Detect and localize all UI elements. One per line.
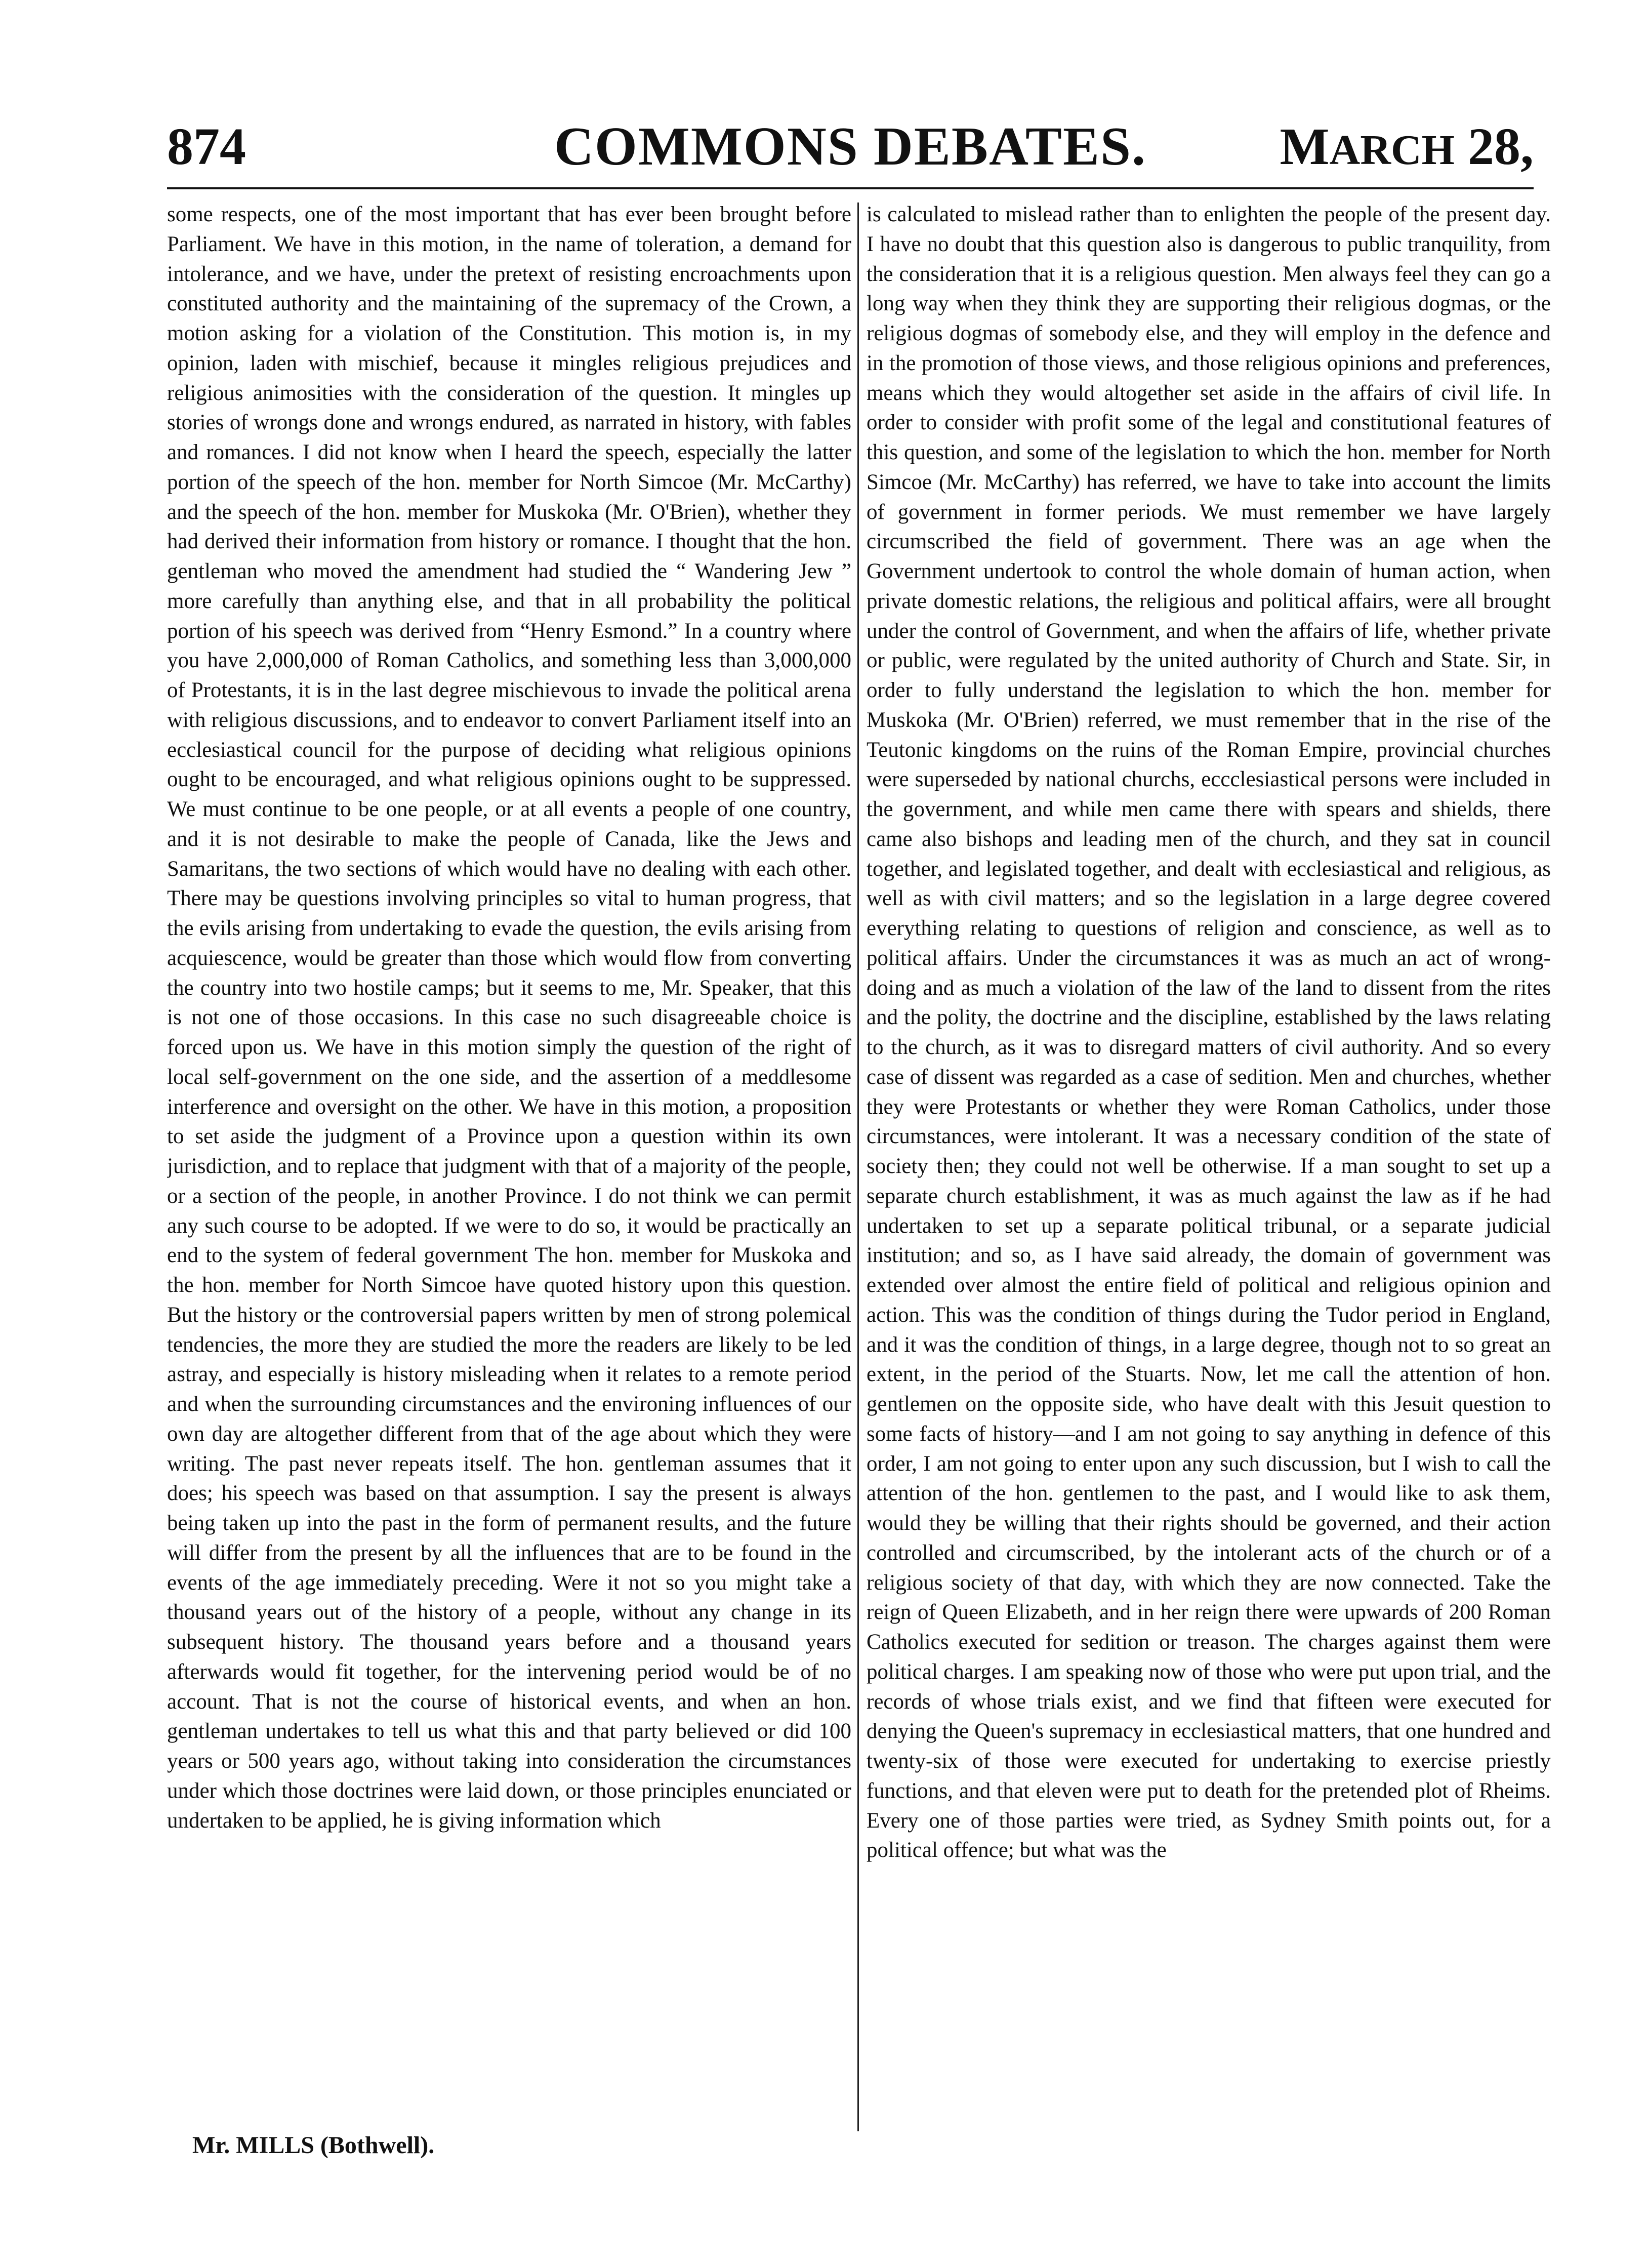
right-column-text: is calculated to mislead rather than to enlighten the people of the present day. I have no doubt that this question also is dangerous to public tranquility, from the consideration that it is a religious question. Men always feel they can go a long way when they think they are supporting their religious dogmas, or the religious dogmas of somebody else, and they will employ in the defence and in the promotion of those views, and those religious opinions and preferences, means which they would altogether set aside in the affairs of civil life. In order to consider with profit some of the legal and constitutional features of this question, and some of the legislation to which the hon. member for North Simcoe (Mr. McCarthy) has referred, we have to take into account the limits of government in former periods. We must remember we have largely circumscribed the field of government. There was an age when the Government undertook to control the whole domain of human action, when private domestic relations, the religious and political affairs, were all brought under the control of Government, and when the affairs of life, whether private or public, were regulated by the united authority of Church and State. Sir, in order to fully understand the legislation to which the hon. member for Muskoka (Mr. O'Brien) referred, we must remember that in the rise of the Teutonic kingdoms on the ruins of the Roman Empire, provincial churches were superseded by national churchs, eccclesiastical persons were included in the government, and while men came there with spears and shields, there came also bishops and leading men of the church, and they sat in council together, and legislated together, and dealt with ecclesiastical and religious, as well as with civil matters; and so the legislation in a large degree covered everything relating to questions of religion and conscience, as well as to political affairs. Under the circumstances it was as much an act of wrong-doing and as much a violation of the law of the land to dissent from the rites and the polity, the doctrine and the discipline, established by the laws relating to the church, as it was to disregard matters of civil authority. And so every case of dissent was regarded as a case of sedition. Men and churches, whether they were Protestants or whether they were Roman Catholics, under those circumstances, were intolerant. It was a necessary condition of the state of society then; they could not well be otherwise. If a man sought to set up a separate church establishment, it was as much against the law as if he had undertaken to set up a separate political tribunal, or a separate judicial institution; and so, as I have said already, the domain of government was extended over almost the entire field of political and religious opinion and action. This was the condition of things during the Tudor period in England, and it was the condition of things, in a large degree, though not to so great an extent, in the period of the Stuarts. Now, let me call the attention of hon. gentlemen on the opposite side, who have dealt with this Jesuit question to some facts of history—and I am not going to say anything in defence of this order, I am not going to enter upon any such discussion, but I wish to call the attention of the hon. gentlemen to the past, and I would like to ask them, would they be willing that their rights should be governed, and their action controlled and circumscribed, by the intolerant acts of the church or of a religious society of that day, with which they are now connected. Take the reign of Queen Elizabeth, and in her reign there were upwards of 200 Roman Catholics executed for sedition or treason. The charges against them were political charges. I am speaking now of those who were put upon trial, and the records of whose trials exist, and we find that fifteen were executed for denying the Queen's supremacy in ecclesiastical matters, that one hundred and twenty-six of those were executed for undertaking to exercise priestly functions, and that eleven were put to death for the pretended plot of Rheims. Every one of those parties were tried, as Sydney Smith points out, for a political offence; but what was the	[867, 202, 1551, 1862]
left-column-text: some respects, one of the most important that has ever been brought before Parliament. We have in this motion, in the name of toleration, a demand for intolerance, and we have, under the pretext of resisting encroachments upon constituted authority and the maintaining of the supremacy of the Crown, a motion asking for a violation of the Constitution. This motion is, in my opinion, laden with mischief, because it mingles religious prejudices and religious animosities with the consideration of the question. It mingles up stories of wrongs done and wrongs endured, as narrated in history, with fables and romances. I did not know when I heard the speech, especially the latter portion of the speech of the hon. member for North Simcoe (Mr. McCarthy) and the speech of the hon. member for Muskoka (Mr. O'Brien), whether they had derived their information from history or romance. I thought that the hon. gentleman who moved the amendment had studied the “ Wandering Jew ” more carefully than anything else, and that in all probability the political portion of his speech was derived from “Henry Esmond.” In a country where you have 2,000,000 of Roman Catholics, and something less than 3,000,000 of Protestants, it is in the last degree mischievous to invade the political arena with religious discussions, and to endeavor to convert Parliament itself into an ecclesiastical council for the purpose of deciding what religious opinions ought to be encouraged, and what religious opinions ought to be suppressed. We must continue to be one people, or at all events a people of one country, and it is not desirable to make the people of Canada, like the Jews and Samaritans, the two sections of which would have no dealing with each other. There may be questions involving principles so vital to human progress, that the evils arising from undertaking to evade the question, the evils arising from acquiescence, would be greater than those which would flow from converting the country into two hostile camps; but it seems to me, Mr. Speaker, that this is not one of those occasions. In this case no such disagreeable choice is forced upon us. We have in this motion simply the question of the right of local self-government on the one side, and the assertion of a meddlesome interference and oversight on the other. We have in this motion, a proposition to set aside the judgment of a Province upon a question within its own jurisdiction, and to replace that judgment with that of a majority of the people, or a section of the people, in another Province. I do not think we can permit any such course to be adopted. If we were to do so, it would be practically an end to the system of federal government The hon. member for Muskoka and the hon. member for North Simcoe have quoted history upon this question. But the history or the controversial papers written by men of strong polemical tendencies, the more they are studied the more the readers are likely to be led astray, and especially is history misleading when it relates to a remote period and when the surrounding circumstances and the environing influences of our own day are altogether different from that of the age about which they were writing. The past never repeats itself. The hon. gentleman assumes that it does; his speech was based on that assumption. I say the present is always being taken up into the past in the form of permanent results, and the future will differ from the present by all the influences that are to be found in the events of the age immediately preceding. Were it not so you might take a thousand years out of the history of a people, without any change in its subsequent history. The thousand years before and a thousand years afterwards would fit together, for the intervening period would be of no account. That is not the course of historical events, and when an hon. gentleman undertakes to tell us what this and that party believed or did 100 years or 500 years ago, without taking into consideration the circumstances under which those doctrines were laid down, or those principles enunciated or undertaken to be applied, he is giving information which	[167, 202, 851, 1833]
page-header	[167, 114, 1534, 180]
page-date	[1280, 114, 1534, 183]
date-initial: M	[1280, 117, 1330, 176]
date-day: 28,	[1468, 117, 1534, 176]
column-divider	[857, 202, 859, 2131]
speaker-attribution: Mr. MILLS (Bothwell).	[192, 2132, 435, 2159]
right-column	[867, 200, 1551, 2134]
header-rule	[167, 187, 1534, 189]
page-title: COMMONS DEBATES.	[554, 116, 1147, 177]
date-month-rest: ARCH	[1329, 127, 1455, 174]
left-column	[167, 200, 851, 2134]
page-number: 874	[167, 117, 246, 176]
